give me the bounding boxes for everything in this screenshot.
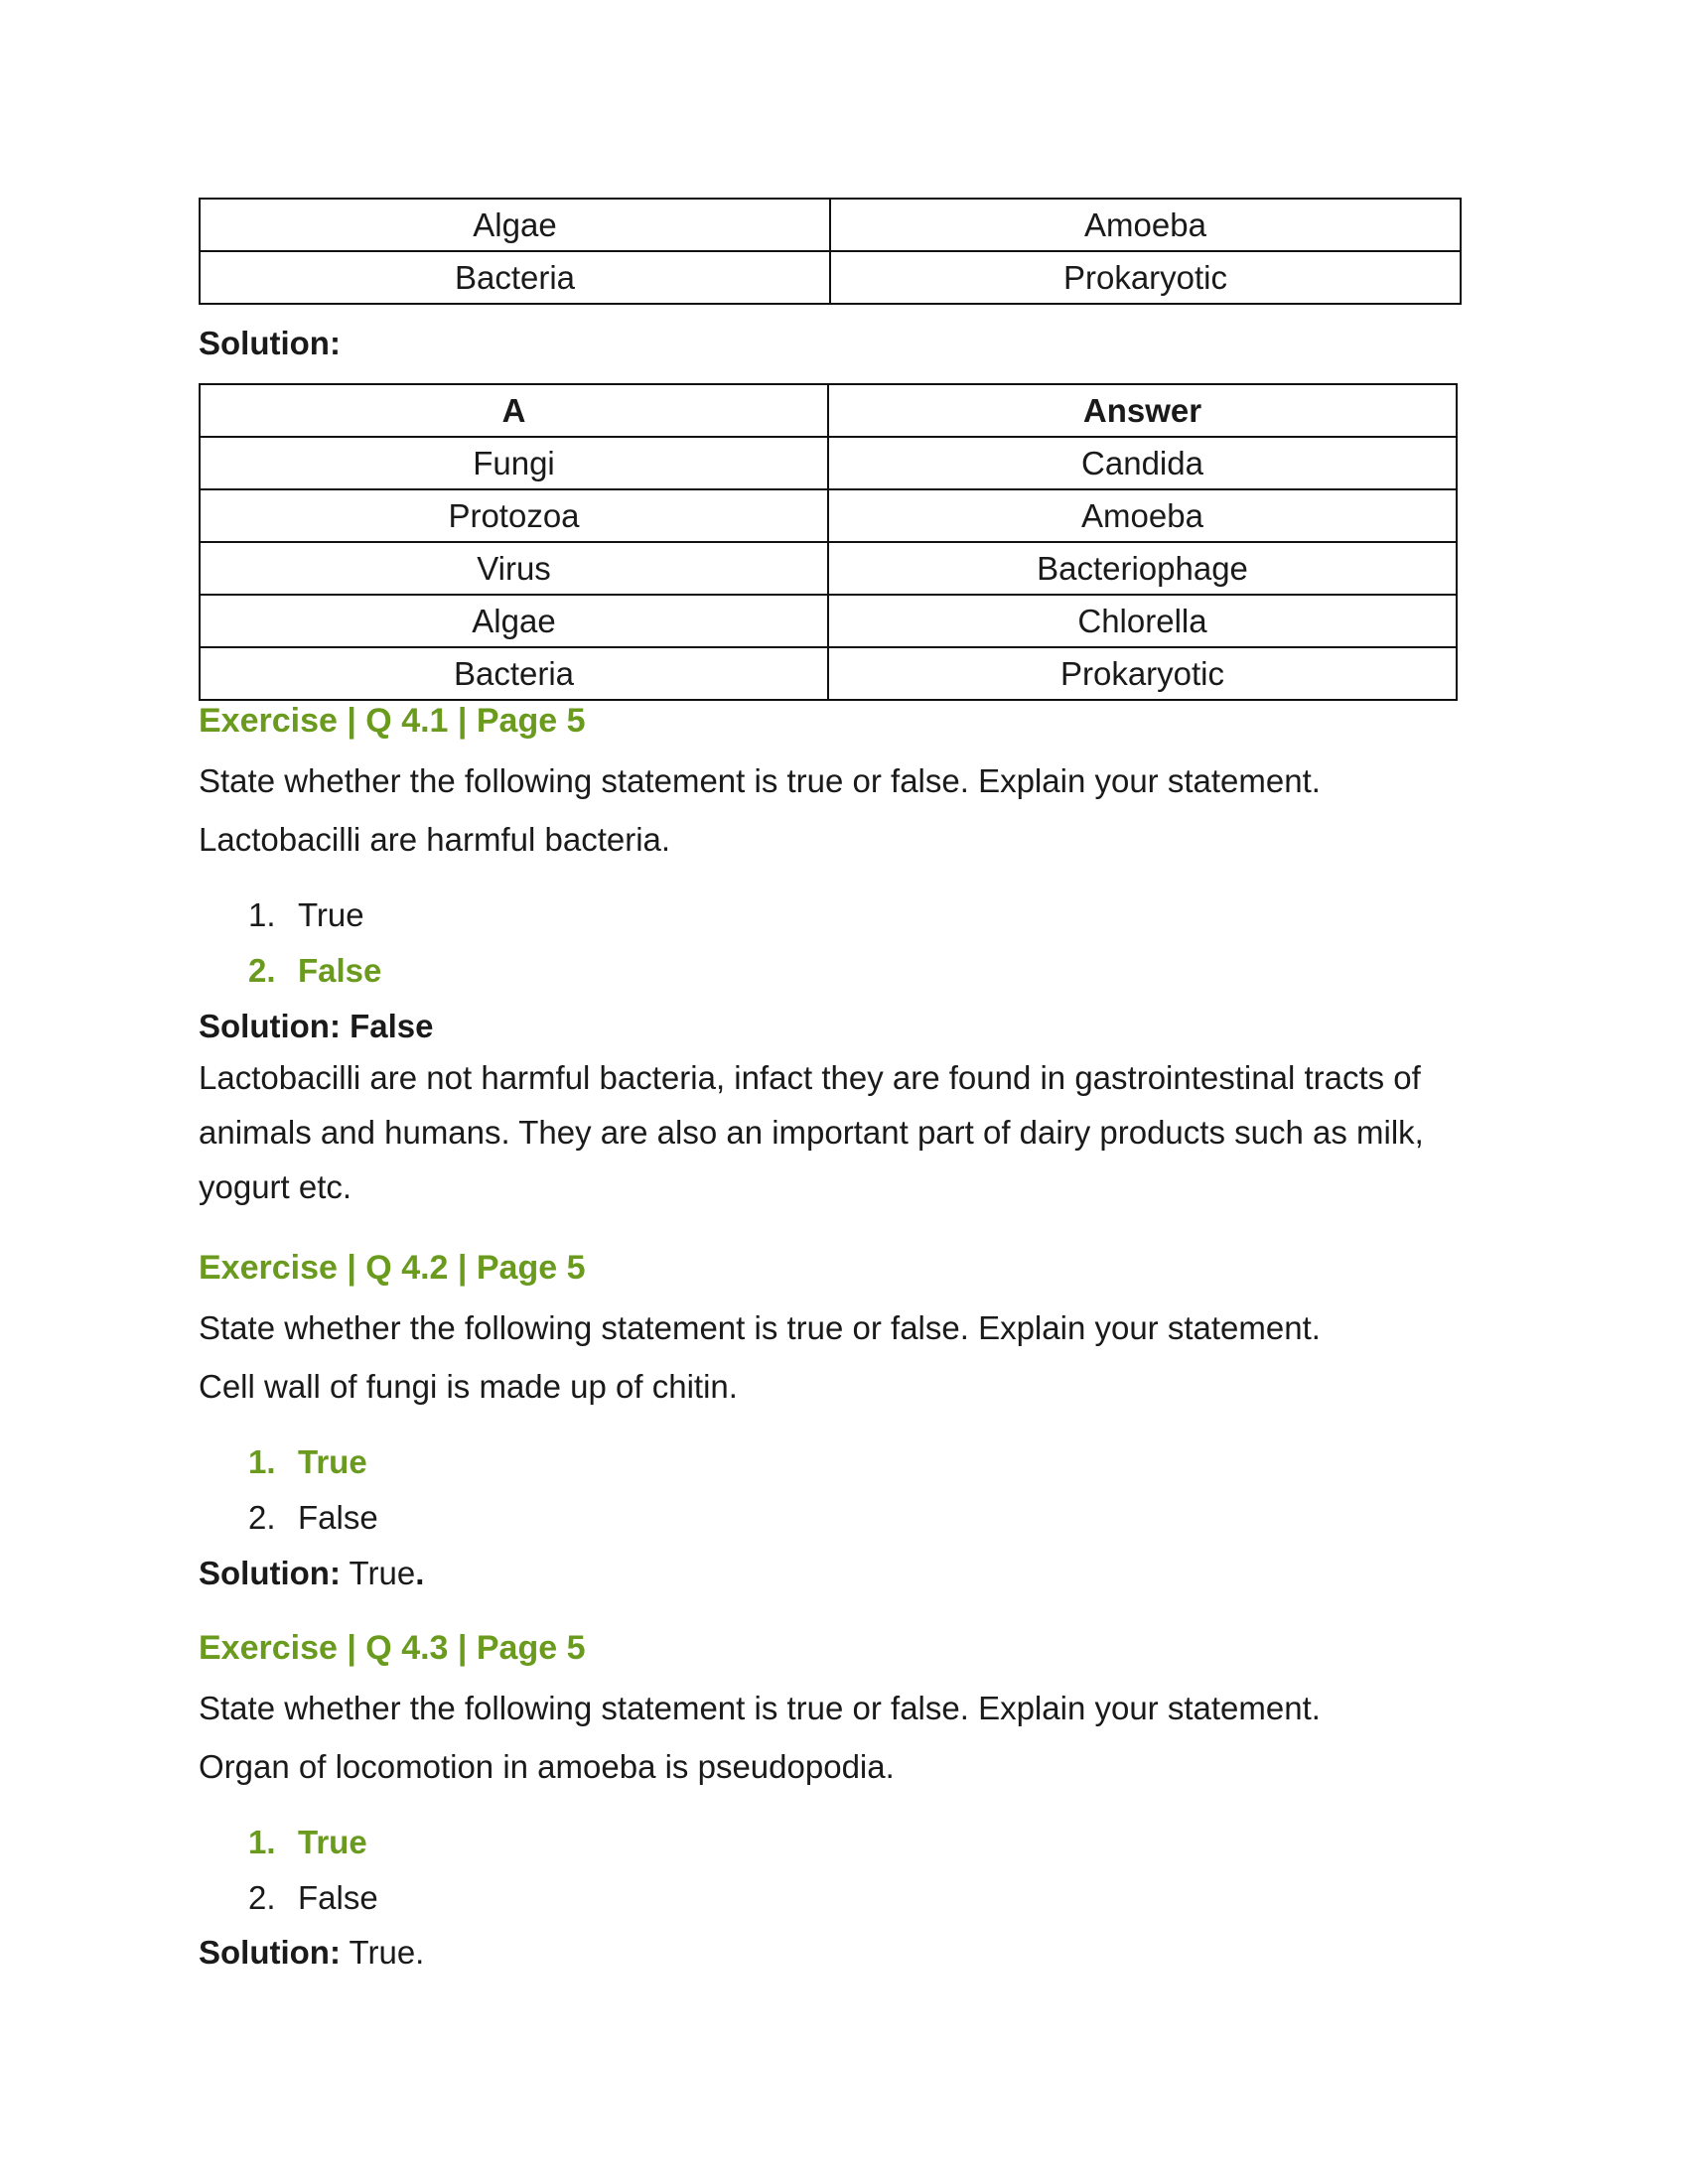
table-cell: Protozoa [200, 489, 828, 542]
table-row [200, 251, 1461, 304]
question-instruction: State whether the following statement is true or false. Explain your statement. [199, 1690, 1321, 1726]
question-statement: Cell wall of fungi is made up of chitin. [199, 1368, 738, 1405]
table-cell: Amoeba [830, 199, 1461, 251]
question-instruction: State whether the following statement is true or false. Explain your statement. [199, 1309, 1321, 1346]
option-item-correct: 1. True [248, 1824, 367, 1860]
solution-value: True [349, 1555, 416, 1591]
table-row [200, 595, 1457, 647]
table-cell: Candida [828, 437, 1457, 489]
table-cell: Fungi [200, 437, 828, 489]
table-cell: Virus [200, 542, 828, 595]
solution-line [199, 1934, 1460, 1972]
top-table-wrap [199, 198, 1462, 305]
option-item-correct: 2. False [248, 952, 382, 989]
solution-end: . [415, 1555, 425, 1591]
exercise-heading-q41: Exercise | Q 4.1 | Page 5 [199, 702, 586, 740]
solution-label: Solution: [199, 1555, 341, 1591]
question-instruction: State whether the following statement is true or false. Explain your statement. [199, 762, 1321, 799]
table-cell: Prokaryotic [830, 251, 1461, 304]
table-header-cell: Answer [828, 384, 1457, 437]
solution-line [199, 1555, 1460, 1592]
table-header-row [200, 384, 1457, 437]
exercise-heading-q43: Exercise | Q 4.3 | Page 5 [199, 1629, 586, 1667]
table-cell: Bacteria [200, 647, 828, 700]
question-statement: Organ of locomotion in amoeba is pseudopodia. [199, 1748, 895, 1785]
solution-explanation: Lactobacilli are not harmful bacteria, infact they are found in gastrointestinal tracts of animals and humans. They are also an important part of dairy products such as milk, yogurt etc. [199, 1059, 1424, 1205]
option-item: 1. True [248, 896, 364, 933]
solution-value: True. [349, 1934, 425, 1971]
option-item: 2. False [248, 1499, 378, 1536]
table-header-cell: A [200, 384, 828, 437]
table-row [200, 199, 1461, 251]
table-cell: Chlorella [828, 595, 1457, 647]
table-cell: Prokaryotic [828, 647, 1457, 700]
table-row [200, 489, 1457, 542]
question-statement: Lactobacilli are harmful bacteria. [199, 821, 671, 858]
table-cell: Bacteriophage [828, 542, 1457, 595]
top-table [199, 198, 1462, 305]
table-cell: Algae [200, 595, 828, 647]
option-item: 2. False [248, 1879, 378, 1916]
table-row [200, 647, 1457, 700]
solution-label: Solution: [199, 325, 341, 361]
table-row [200, 542, 1457, 595]
option-item-correct: 1. True [248, 1443, 367, 1480]
exercise-heading-q42: Exercise | Q 4.2 | Page 5 [199, 1249, 586, 1287]
answer-table-wrap [199, 383, 1458, 701]
solution-label: Solution: False [199, 1008, 434, 1044]
table-cell: Amoeba [828, 489, 1457, 542]
table-cell: Bacteria [200, 251, 830, 304]
table-row [200, 437, 1457, 489]
solution-label: Solution: [199, 1934, 341, 1971]
table-cell: Algae [200, 199, 830, 251]
answer-table [199, 383, 1458, 701]
